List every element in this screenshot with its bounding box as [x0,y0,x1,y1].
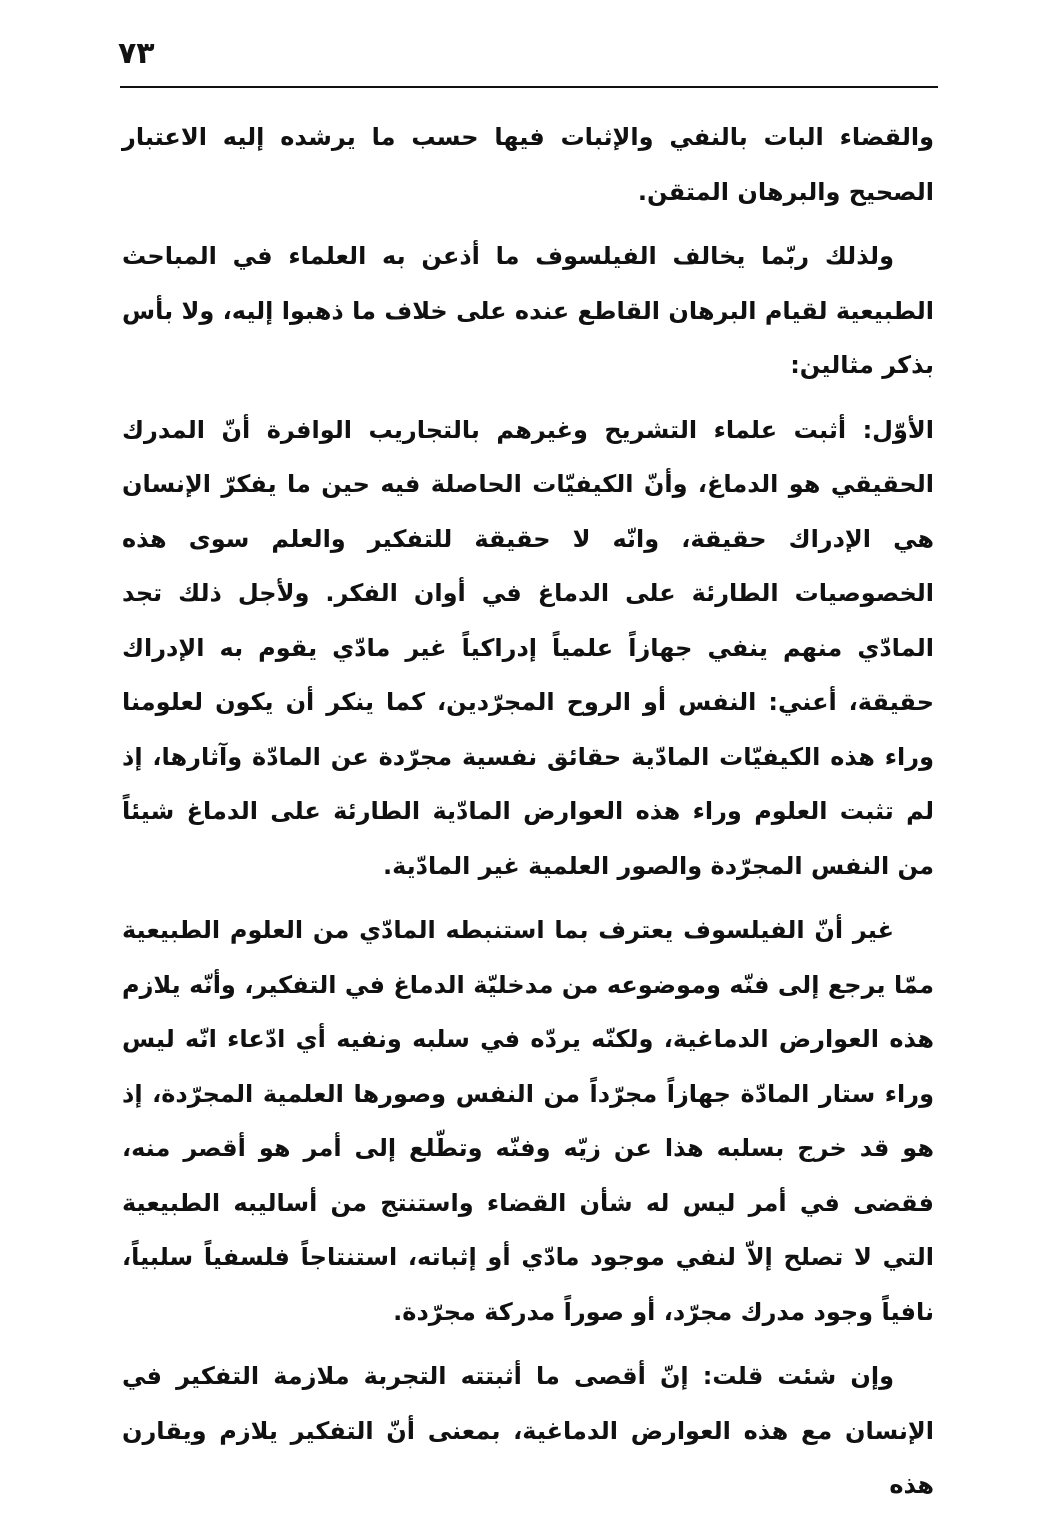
paragraph-1 [122,110,934,219]
paragraph-4-text: غير أنّ الفيلسوف يعترف بما استنبطه المادّي من العلوم الطبيعية ممّا يرجع إلى فنّه وموضوعه من مدخليّة الدماغ في التفكير، وأنّه يلازم هذه العوارض الدماغية، ولكنّه يردّه في سلبه ونفيه أي ادّعاء انّه ليس وراء ستار المادّة جهازاً مجرّداً من النفس وصورها العلمية المجرّدة، إذ هو قد خرج بسلبه هذا عن زيّه وفنّه وتطّلع إلى أمر هو أقصر منه، فقضى في أمر ليس له شأن القضاء واستنتج من أساليبه الطبيعية التي لا تصلح إلاّ لنفي موجود مادّي أو إثباته، استنتاجاً فلسفياً سلبياً، نافياً وجود مدرك مجرّد، أو صوراً مدركة مجرّدة. [122,916,934,1326]
paragraph-5-text: وإن شئت قلت: إنّ أقصى ما أثبتته التجربة ملازمة التفكير في الإنسان مع هذه العوارض الدماغية، بمعنى أنّ التفكير يلازم ويقارن هذه [122,1362,934,1499]
body-text [122,110,934,1523]
paragraph-5 [122,1349,934,1513]
page-number: ٧٣ [118,36,155,71]
paragraph-3 [122,403,934,894]
paragraph-2 [122,229,934,393]
paragraph-2-text: ولذلك ربّما يخالف الفيلسوف ما أذعن به العلماء في المباحث الطبيعية لقيام البرهان القاطع عنده على خلاف ما ذهبوا إليه، ولا بأس بذكر مثالين: [122,242,934,379]
header-rule [120,86,938,88]
paragraph-4 [122,903,934,1339]
paragraph-3-lead: الأوّل: [862,415,934,444]
paragraph-1-text: والقضاء البات بالنفي والإثبات فيها حسب ما يرشده إليه الاعتبار الصحيح والبرهان المتقن. [122,123,934,206]
paragraph-3-text: أثبت علماء التشريح وغيرهم بالتجاريب الوافرة أنّ المدرك الحقيقي هو الدماغ، وأنّ الكيفيّات الحاصلة فيه حين ما يفكرّ الإنسان هي الإدراك حقيقة، وانّه لا حقيقة للتفكير والعلم سوى هذه الخصوصيات الطارئة على الدماغ في أوان الفكر. ولأجل ذلك تجد المادّي منهم ينفي جهازاً علمياً إدراكياً غير مادّي يقوم به الإدراك حقيقة، أعني: النفس أو الروح المجرّدين، كما ينكر أن يكون لعلومنا وراء هذه الكيفيّات المادّية حقائق نفسية مجرّدة عن المادّة وآثارها، إذ لم تثبت العلوم وراء هذه العوارض المادّية الطارئة على الدماغ شيئاً من النفس المجرّدة والصور العلمية غير المادّية. [122,415,934,880]
